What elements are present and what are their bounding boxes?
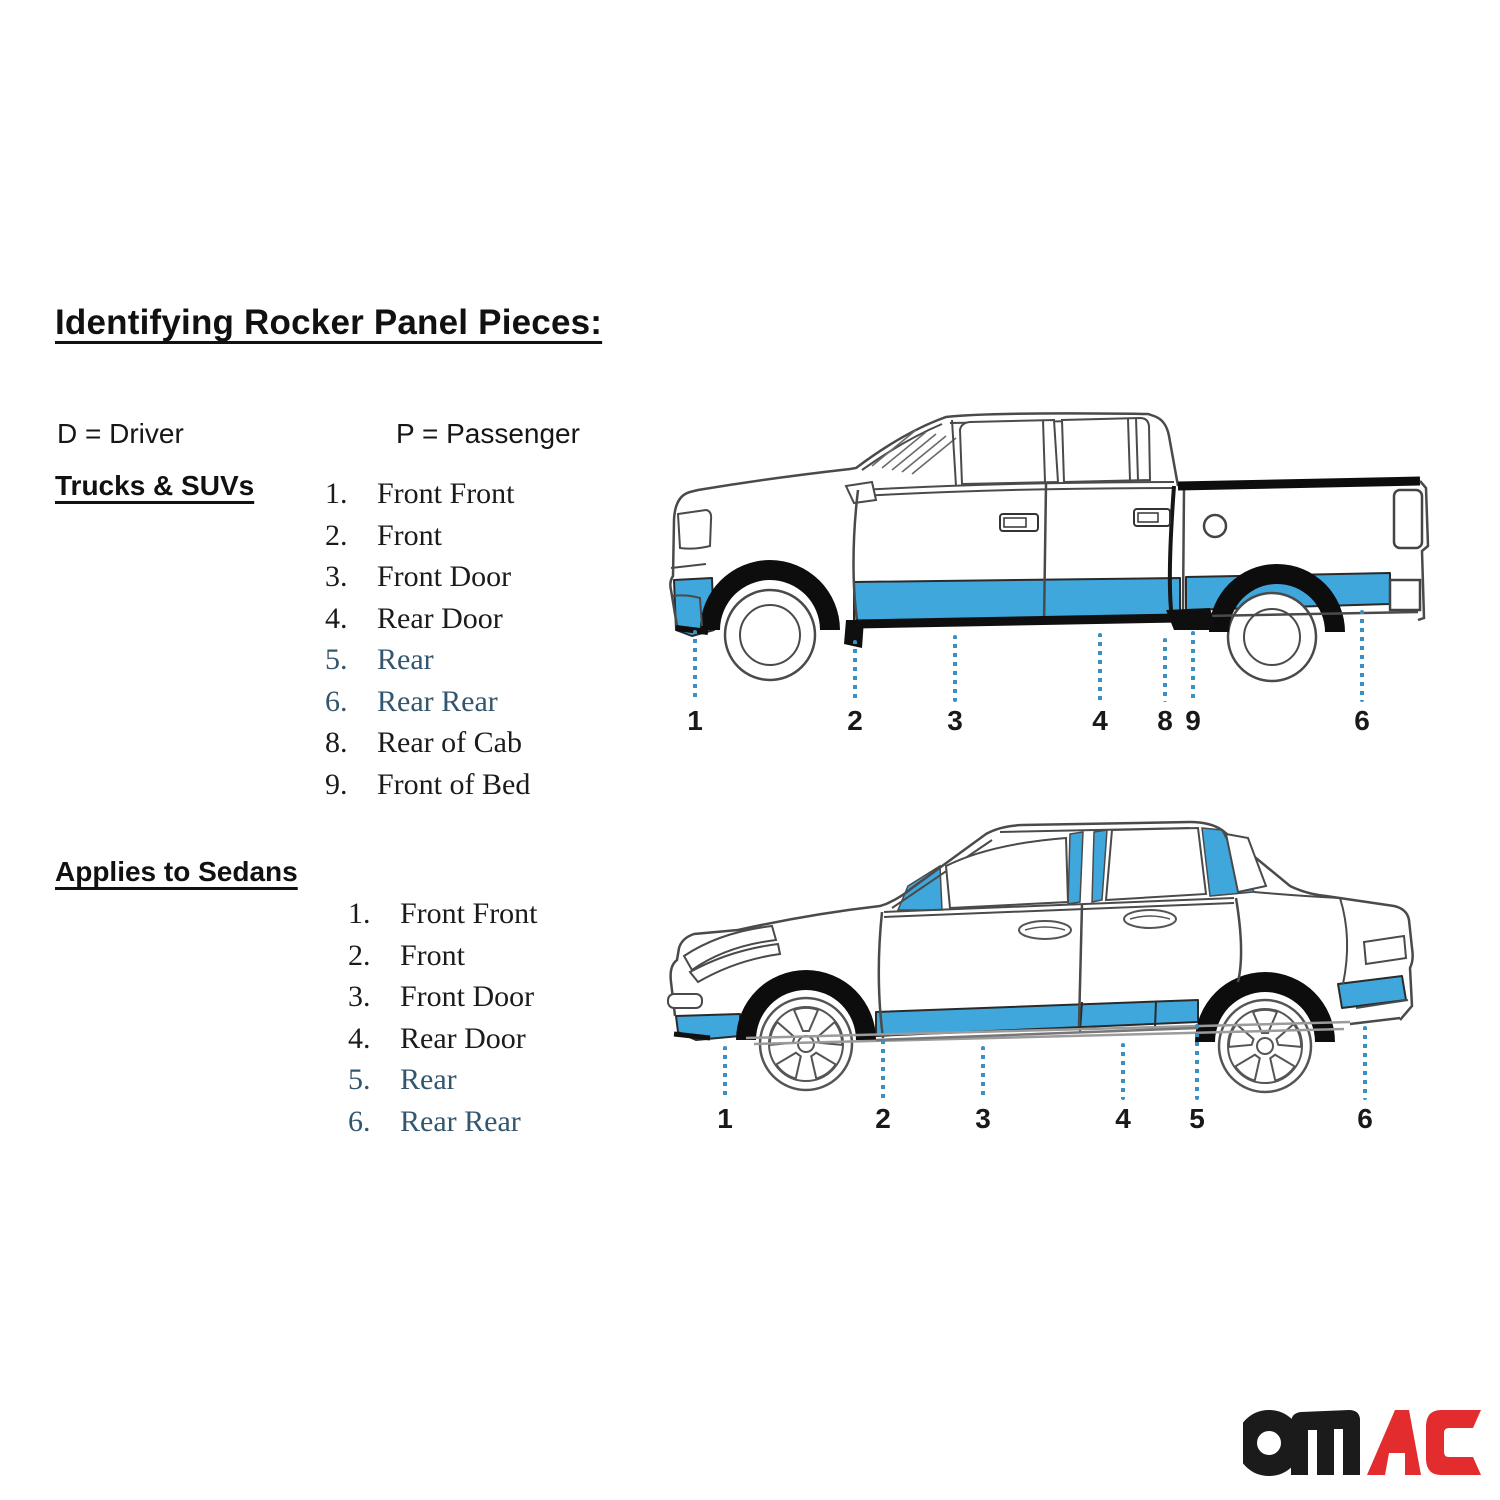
omac-logo xyxy=(1243,1403,1485,1479)
callout-leader-line xyxy=(1195,1024,1199,1100)
callout-leader-line xyxy=(881,1040,885,1100)
sedan-diagram xyxy=(650,800,1500,1140)
callout-number: 3 xyxy=(947,705,963,736)
list-item xyxy=(325,726,530,768)
item-number: 8. xyxy=(325,726,348,759)
callout-number: 1 xyxy=(717,1103,733,1134)
item-number: 9. xyxy=(325,767,348,801)
list-item xyxy=(348,1063,538,1105)
callout-leader-line xyxy=(1363,1026,1367,1100)
callout-number: 8 xyxy=(1157,705,1173,736)
list-item xyxy=(348,1022,538,1064)
list-item xyxy=(325,768,530,810)
item-label: Front Door xyxy=(400,980,535,1013)
item-label: Rear xyxy=(377,643,434,676)
trucks-piece-list xyxy=(325,477,530,809)
list-item xyxy=(348,1105,538,1147)
callout-leader-line xyxy=(981,1046,985,1100)
item-number: 4. xyxy=(348,1021,371,1055)
item-number: 4. xyxy=(325,601,348,635)
callout-number: 6 xyxy=(1354,705,1370,736)
list-item xyxy=(325,602,530,644)
sedans-piece-list xyxy=(348,897,538,1146)
list-item xyxy=(325,685,530,727)
item-label: Front Door xyxy=(377,560,512,593)
item-label: Front Front xyxy=(377,477,515,510)
callout-leader-line xyxy=(1163,638,1167,702)
item-label: Rear xyxy=(400,1063,457,1096)
list-item xyxy=(325,477,530,519)
item-number: 1. xyxy=(348,897,371,930)
omac-logo-black-letters xyxy=(1247,1410,1361,1475)
list-item xyxy=(325,643,530,685)
item-number: 5. xyxy=(325,643,348,676)
item-number: 3. xyxy=(348,980,371,1013)
item-number: 5. xyxy=(348,1063,371,1096)
callout-leader-line xyxy=(853,640,857,702)
callout-number: 2 xyxy=(875,1103,891,1134)
list-item xyxy=(348,980,538,1022)
callout-leader-line xyxy=(1191,631,1195,702)
item-label: Rear Rear xyxy=(400,1104,521,1138)
callout-number: 9 xyxy=(1185,705,1201,736)
item-label: Front Front xyxy=(400,897,538,930)
callout-number: 1 xyxy=(687,705,703,736)
item-number: 3. xyxy=(325,560,348,593)
callout-leader-line xyxy=(953,635,957,702)
sedan-line-art xyxy=(650,800,1500,1140)
list-item xyxy=(325,560,530,602)
item-label: Rear Door xyxy=(377,601,503,635)
sedans-heading: Applies to Sedans xyxy=(55,856,298,887)
callout-leader-line xyxy=(1121,1043,1125,1100)
callout-number: 5 xyxy=(1189,1103,1205,1134)
callout-number: 6 xyxy=(1357,1103,1373,1134)
list-item xyxy=(348,897,538,939)
item-label: Rear Door xyxy=(400,1021,526,1055)
truck-diagram xyxy=(650,390,1500,740)
legend-passenger: P = Passenger xyxy=(396,418,580,449)
item-label: Front of Bed xyxy=(377,767,531,801)
item-label: Rear Rear xyxy=(377,684,498,718)
callout-leader-line xyxy=(1098,633,1102,702)
item-label: Front xyxy=(377,518,443,552)
callout-leader-line xyxy=(723,1046,727,1100)
item-label: Front xyxy=(400,938,466,972)
item-number: 6. xyxy=(325,684,348,718)
callout-leader-line xyxy=(1360,610,1364,702)
page-title: Identifying Rocker Panel Pieces: xyxy=(55,303,603,342)
list-item xyxy=(348,939,538,981)
truck-line-art xyxy=(650,390,1500,740)
item-number: 2. xyxy=(325,518,348,552)
callout-leader-line xyxy=(693,630,697,702)
trucks-suvs-heading: Trucks & SUVs xyxy=(55,470,255,501)
list-item xyxy=(325,519,530,561)
callout-number: 2 xyxy=(847,705,863,736)
callout-number: 4 xyxy=(1092,705,1108,736)
legend-driver: D = Driver xyxy=(57,418,184,449)
omac-logo-red-letters xyxy=(1367,1410,1481,1475)
item-number: 6. xyxy=(348,1104,371,1138)
item-number: 1. xyxy=(325,477,348,510)
callout-number: 4 xyxy=(1115,1103,1131,1134)
item-number: 2. xyxy=(348,938,371,972)
callout-number: 3 xyxy=(975,1103,991,1134)
item-label: Rear of Cab xyxy=(377,726,522,759)
